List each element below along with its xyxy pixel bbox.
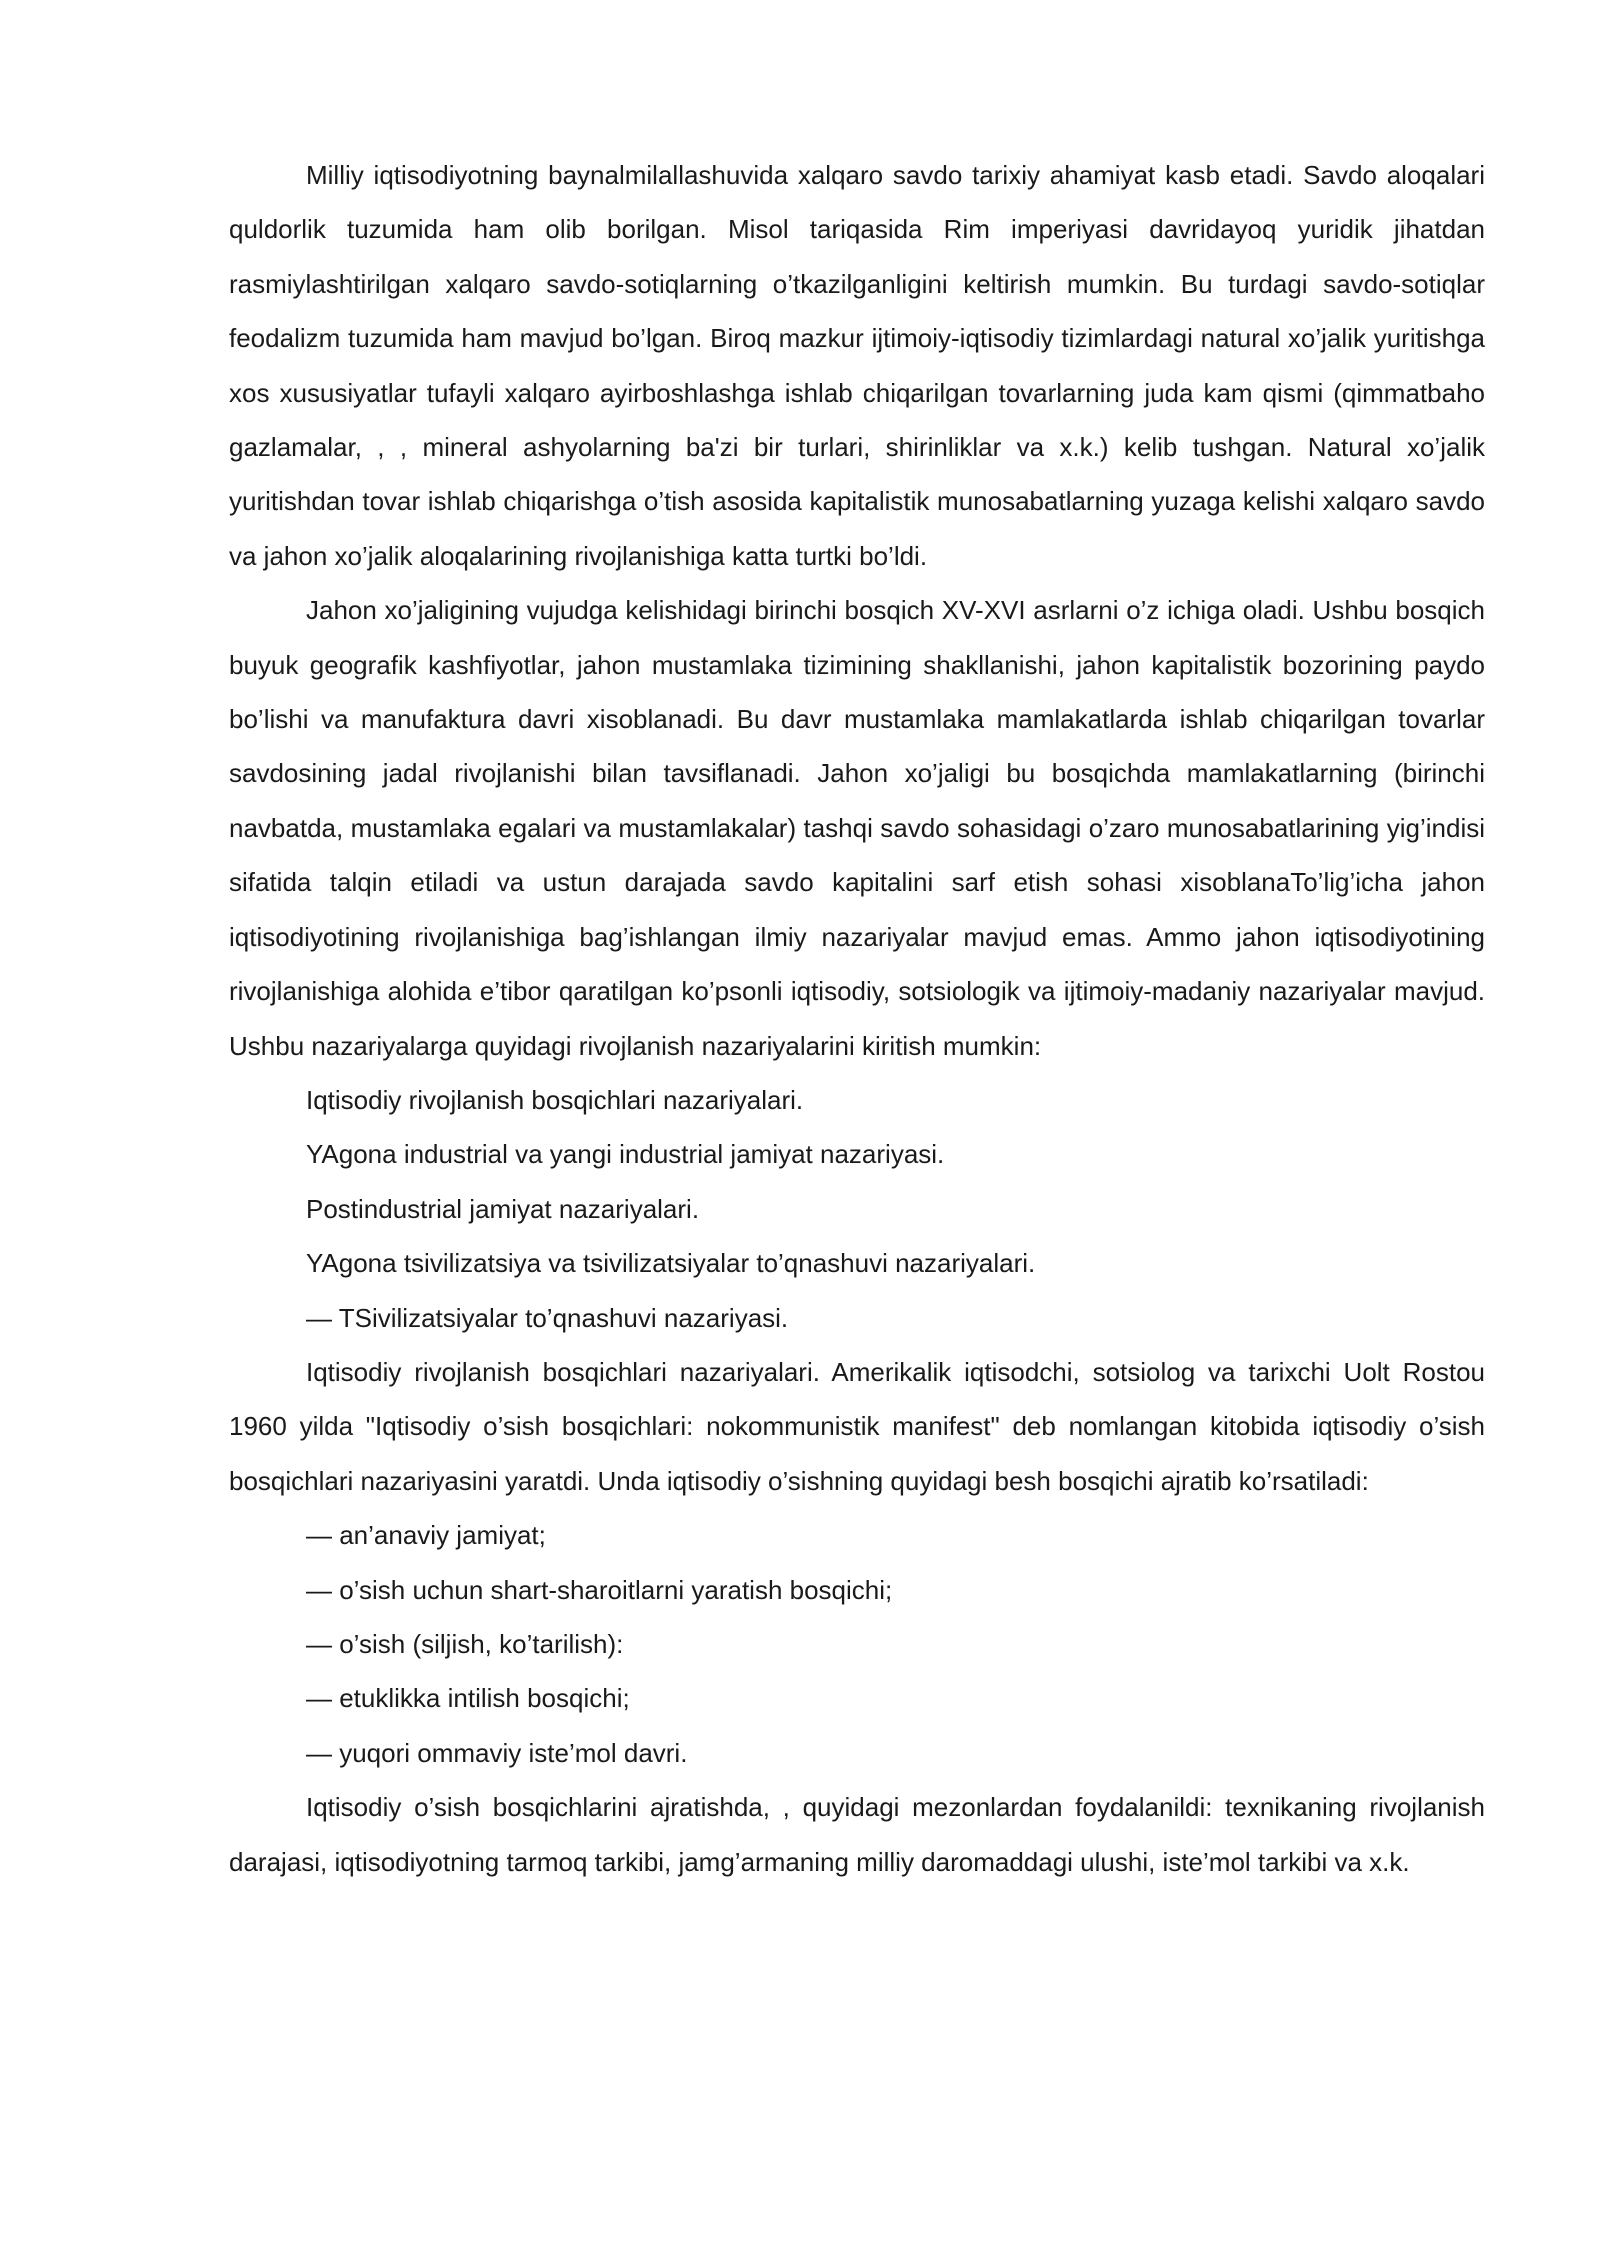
list-item: — an’anaviy jamiyat; <box>306 1520 546 1551</box>
list-item: YAgona industrial va yangi industrial jamiyat nazariyasi. <box>306 1139 945 1170</box>
theories-list <box>229 1073 1485 1345</box>
list-item: Iqtisodiy rivojlanish bosqichlari nazariyalari. <box>306 1084 804 1115</box>
list-item: Postindustrial jamiyat nazariyalari. <box>306 1193 700 1224</box>
list-item: — etuklikka intilish bosqichi; <box>306 1683 630 1714</box>
paragraph-criteria: Iqtisodiy o’sish bosqichlarini ajratishda, , quyidagi mezonlardan foydalanildi: texnikaning rivojlanish darajasi, iqtisodiyotning tarmoq tarkibi, jamg’armaning milliy daromaddagi ulushi, iste’mol tarkibi va x.k. <box>229 1792 1485 1877</box>
list-item: YAgona tsivilizatsiya va tsivilizatsiyalar to’qnashuvi nazariyalari. <box>306 1248 1036 1279</box>
paragraph-international-trade: Milliy iqtisodiyotning baynalmilallashuvida xalqaro savdo tarixiy ahamiyat kasb etadi. Savdo aloqalari quldorlik tuzumida ham olib borilgan. Misol tariqasida Rim imperiyasi davridayoq yuridik jihatdan rasmiylashtirilgan xalqaro savdo-sotiqlarning o’tkazilganligini keltirish mumkin. Bu turdagi savdo-sotiqlar feodalizm tuzumida ham mavjud bo’lgan. Biroq mazkur ijtimoiy-iqtisodiy tizimlardagi natural xo’jalik yuritishga xos xususiyatlar tufayli xalqaro ayirboshlashga ishlab chiqarilgan tovarlarning juda kam qismi (qimmatbaho gazlamalar, , , mineral ashyolarning ba'zi bir turlari, shirinliklar va x.k.) kelib tushgan. Natural xo’jalik yuritishdan tovar ishlab chiqarishga o’tish asosida kapitalistik munosabatlarning yuzaga kelishi xalqaro savdo va jahon xo’jalik aloqalarining rivojlanishiga katta turtki bo’ldi. <box>229 160 1485 571</box>
list-item: — o’sish uchun shart-sharoitlarni yaratish bosqichi; <box>306 1574 893 1605</box>
paragraph-rostow-theory: Iqtisodiy rivojlanish bosqichlari nazariyalari. Amerikalik iqtisodchi, sotsiolog va tarixchi Uolt Rostou 1960 yilda "Iqtisodiy o’sish bosqichlari: nokommunistik manifest" deb nomlangan kitobida iqtisodiy o’sish bosqichlari nazariyasini yaratdi. Unda iqtisodiy o’sishning quyidagi besh bosqichi ajratib ko’rsatiladi: <box>229 1356 1485 1496</box>
list-item: — TSivilizatsiyalar to’qnashuvi nazariyasi. <box>306 1302 789 1333</box>
paragraph-world-economy-stage: Jahon xo’jaligining vujudga kelishidagi birinchi bosqich XV-XVI asrlarni o’z ichiga oladi. Ushbu bosqich buyuk geografik kashfiyotlar, jahon mustamlaka tizimining shakllanishi, jahon kapitalistik bozorining paydo bo’lishi va manufaktura davri xisoblanadi. Bu davr mustamlaka mamlakatlarda ishlab chiqarilgan tovarlar savdosining jadal rivojlanishi bilan tavsiflanadi. Jahon xo’jaligi bu bosqichda mamlakatlarning (birinchi navbatda, mustamlaka egalari va mustamlakalar) tashqi savdo sohasidagi o’zaro munosabatlarining yig’indisi sifatida talqin etiladi va ustun darajada savdo kapitalini sarf etish sohasi xisoblanaTo’lig’icha jahon iqtisodiyotining rivojlanishiga bag’ishlangan ilmiy nazariyalar mavjud emas. Ammo jahon iqtisodiyotining rivojlanishiga alohida e’tibor qaratilgan ko’psonli iqtisodiy, sotsiologik va ijtimoiy-madaniy nazariyalar mavjud. Ushbu nazariyalarga quyidagi rivojlanish nazariyalarini kiritish mumkin: <box>229 595 1485 1061</box>
list-item: — o’sish (siljish, ko’tarilish): <box>306 1628 624 1659</box>
list-item: — yuqori ommaviy iste’mol davri. <box>306 1737 688 1768</box>
document-page <box>229 148 1485 1889</box>
stages-list <box>229 1508 1485 1780</box>
